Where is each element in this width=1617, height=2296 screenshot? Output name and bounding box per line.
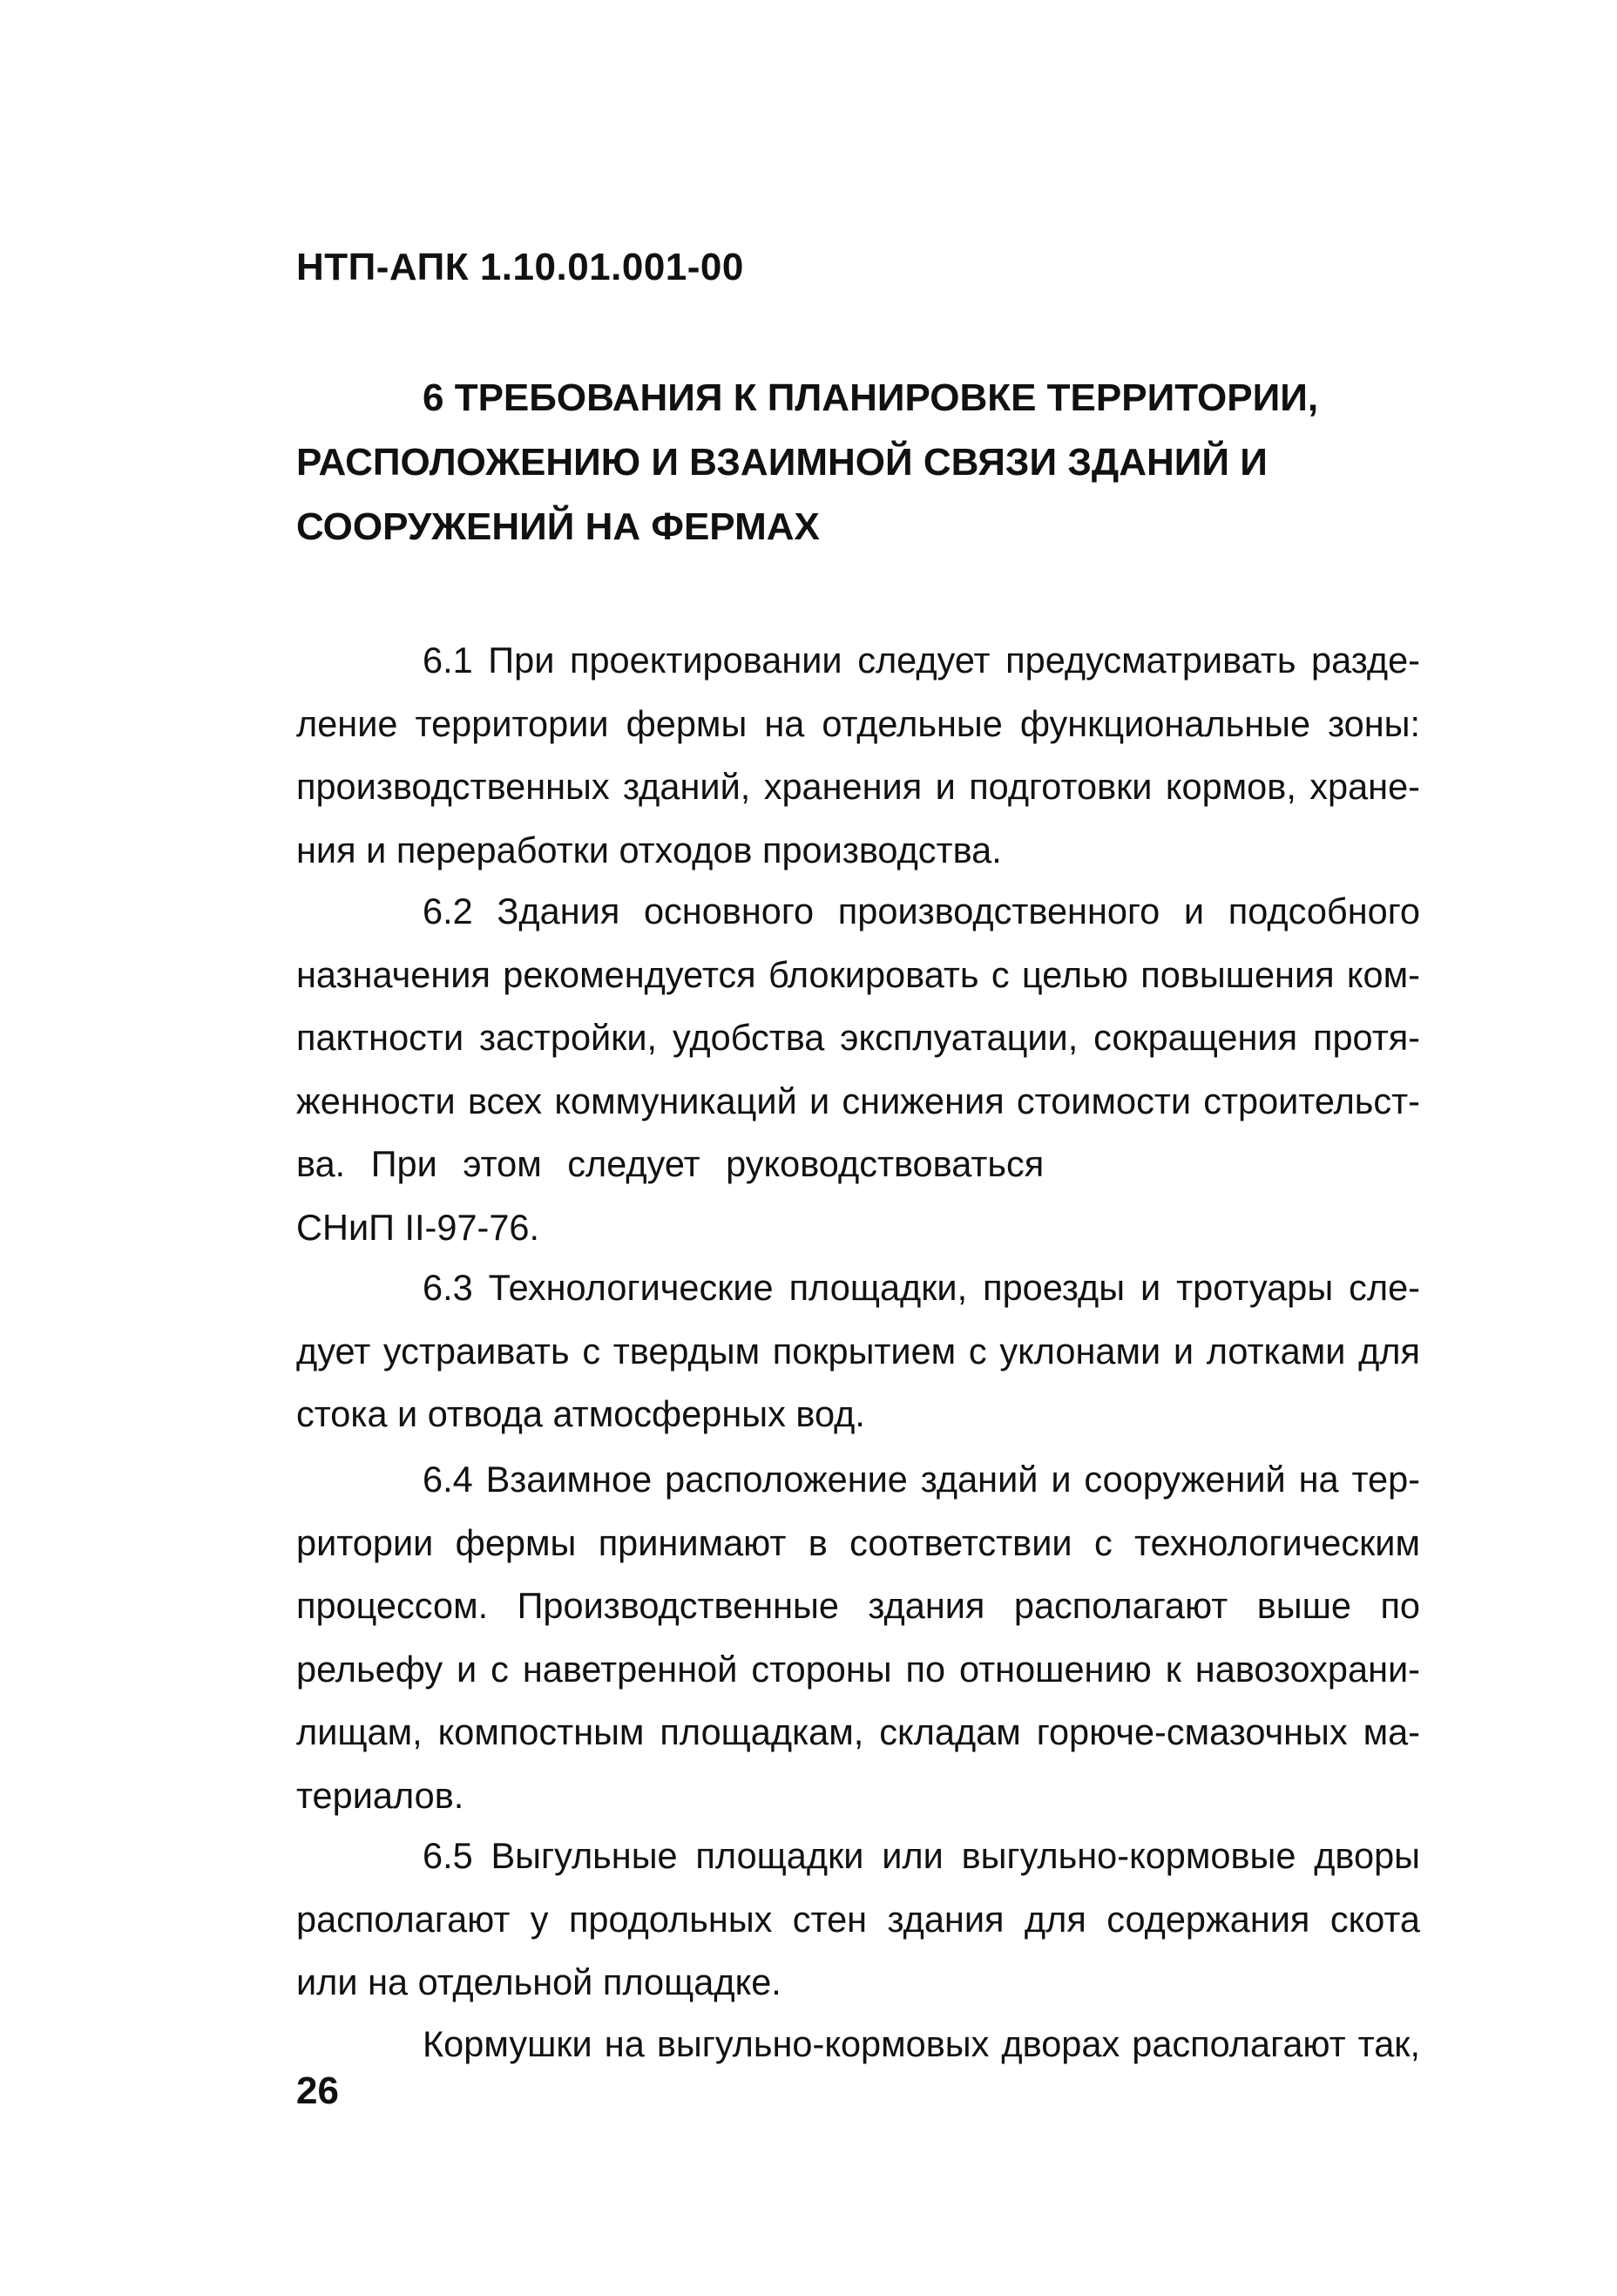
text-line: СНиП II-97-76. bbox=[296, 1206, 540, 1248]
section-title-line: СООРУЖЕНИЙ НА ФЕРМАХ bbox=[296, 505, 820, 548]
section-title-line: РАСПОЛОЖЕНИЮ И ВЗАИМНОЙ СВЯЗИ ЗДАНИЙ И bbox=[296, 441, 1268, 484]
paragraph-6-1 bbox=[296, 629, 1420, 882]
paragraph-6-3 bbox=[296, 1256, 1420, 1446]
text-line: Кормушки на выгульно-кормовых дворах располагают так, bbox=[423, 2023, 1420, 2064]
paragraph-continuation bbox=[296, 2013, 1420, 2076]
text-line: 6.4 Взаимное расположение зданий и сооружений на тер- bbox=[423, 1459, 1420, 1500]
section-title bbox=[296, 366, 1319, 559]
text-line: лищам, компостным площадкам, складам горюче-смазочных ма- bbox=[296, 1711, 1420, 1752]
text-line: 6.3 Технологические площадки, проезды и тротуары сле- bbox=[423, 1267, 1420, 1308]
section-title-line: 6 ТРЕБОВАНИЯ К ПЛАНИРОВКЕ ТЕРРИТОРИИ, bbox=[423, 376, 1319, 419]
text-line: производственных зданий, хранения и подготовки кормов, хране- bbox=[296, 766, 1420, 807]
text-line: стока и отвода атмосферных вод. bbox=[296, 1393, 865, 1434]
text-line: териалов. bbox=[296, 1774, 464, 1816]
text-line: ление территории фермы на отдельные функциональные зоны: bbox=[296, 702, 1420, 744]
text-line: назначения рекомендуется блокировать с целью повышения ком- bbox=[296, 953, 1420, 995]
text-line: дует устраивать с твердым покрытием с уклонами и лотками для bbox=[296, 1330, 1420, 1372]
text-line: ва. При этом следует руководствоваться bbox=[296, 1143, 1045, 1184]
text-line: рельефу и с наветренной стороны по отношению к навозохрани- bbox=[296, 1648, 1420, 1690]
paragraph-6-2 bbox=[296, 880, 1420, 1259]
paragraph-6-5 bbox=[296, 1825, 1420, 2015]
text-line: 6.2 Здания основного производственного и подсобного bbox=[423, 891, 1420, 931]
text-line: 6.5 Выгульные площадки или выгульно-кормовые дворы bbox=[423, 1835, 1420, 1876]
document-code: НТП-АПК 1.10.01.001-00 bbox=[296, 246, 744, 288]
text-line: ритории фермы принимают в соответствии с технологическим bbox=[296, 1521, 1420, 1563]
text-line: 6.1 При проектировании следует предусматривать разде- bbox=[423, 640, 1420, 681]
page-number: 26 bbox=[296, 2069, 339, 2112]
text-line: женности всех коммуникаций и снижения стоимости строительст- bbox=[296, 1080, 1420, 1121]
text-line: процессом. Производственные здания располагают выше по bbox=[296, 1585, 1420, 1626]
text-line: ния и переработки отходов производства. bbox=[296, 829, 1002, 870]
text-line: пактности застройки, удобства эксплуатации, сокращения протя- bbox=[296, 1017, 1420, 1058]
paragraph-6-4 bbox=[296, 1448, 1420, 1827]
text-line: располагают у продольных стен здания для содержания скота bbox=[296, 1898, 1420, 1940]
text-line: или на отдельной площадке. bbox=[296, 1961, 781, 2002]
